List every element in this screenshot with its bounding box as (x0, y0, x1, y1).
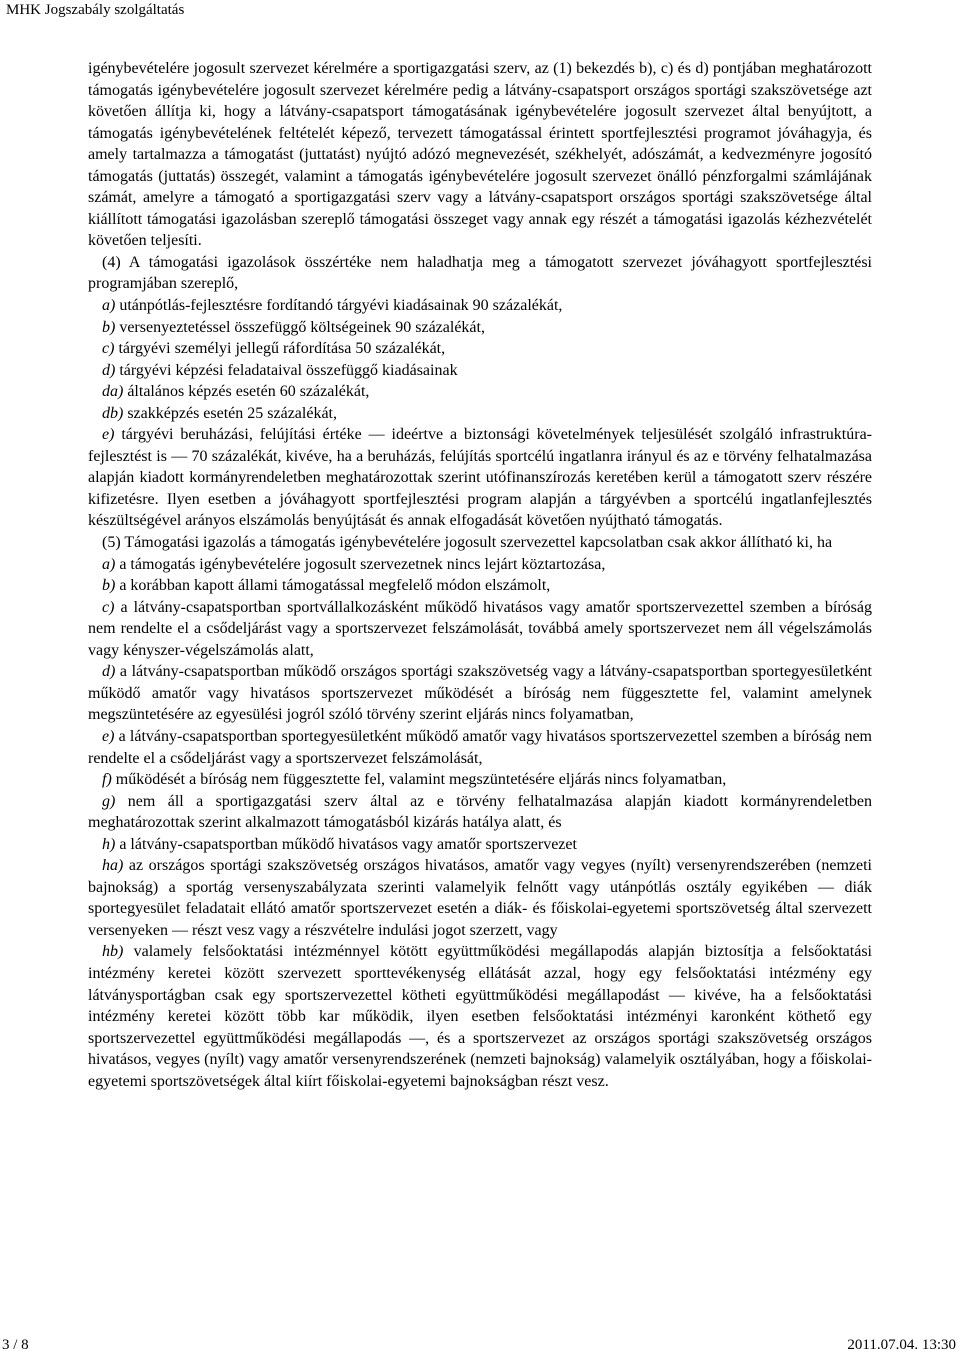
list-item-label: da) (102, 383, 124, 401)
list-item-label: d) (102, 663, 116, 681)
list-item-label: h) (102, 835, 116, 853)
list-item-label: f) (102, 771, 112, 789)
paragraph-text: versenyeztetéssel összefüggő költségeinek 90 százalékát, (119, 318, 485, 336)
list-item (88, 855, 872, 941)
list-item (88, 295, 872, 317)
paragraph-text: tárgyévi képzési feladataival összefüggő kiadásainak (119, 361, 458, 379)
paragraph-text: tárgyévi személyi jellegű ráfordítása 50 százalékát, (118, 340, 446, 358)
list-item-label: b) (102, 318, 116, 336)
list-item (88, 317, 872, 339)
paragraph (88, 532, 872, 554)
paragraph-text: a látvány-csapatsportban sportegyesületként működő amatőr vagy hivatásos sportszervezettel szemben a bíróság nem rendelte el a csődeljárást vagy a sportszervezet felszámolását, (88, 727, 872, 767)
list-item-label: c) (102, 598, 115, 616)
paragraph-text: az országos sportági szakszövetség országos hivatásos, amatőr vagy vegyes (nyílt) versenyrendszerében (nemzeti bajnokság) a sportág versenyszabályzata szerinti valamelyik felnőtt vagy utánpótlás osztály egyikében — diák sportegyesület feladatait ellátó amatőr sportszervezet esetén a diák- és főiskolai-egyetemi sportszövetség által szervezett versenyeken — részt vesz vagy a részvételre indulási jogot szerzett, vagy (88, 857, 872, 939)
paragraph-text: a látvány-csapatsportban sportvállalkozásként működő hivatásos vagy amatőr sportszervezettel szemben a bíróság nem rendelte el a csődeljárást vagy a sportszervezet felszámolását, továbbá amely sportszervezet nem áll végelszámolás vagy kényszer-végelszámolás alatt, (88, 598, 873, 659)
list-item-label: e) (102, 727, 115, 745)
list-item (88, 726, 872, 769)
list-item (88, 338, 872, 360)
list-item-label: db) (102, 404, 124, 422)
list-item (88, 381, 872, 403)
page-header-title: MHK Jogszabály szolgáltatás (6, 2, 185, 18)
paragraph-text: szakképzés esetén 25 százalékát, (127, 404, 337, 422)
list-item-label: a) (102, 555, 116, 573)
paragraph-text: működését a bíróság nem függesztette fel, valamint megszüntetésére eljárás nincs folyamatban, (115, 771, 727, 789)
paragraph (88, 252, 872, 295)
paragraph-text: a látvány-csapatsportban működő hivatásos vagy amatőr sportszervezet (119, 835, 577, 853)
paragraph-text: általános képzés esetén 60 százalékát, (127, 383, 370, 401)
paragraph-text: nem áll a sportigazgatási szerv által az e törvény felhatalmazása alapján kiadott kormányrendeletben meghatározottak szerint alkalmazott támogatásból kizárás hatálya alatt, és (88, 792, 873, 832)
list-item (88, 403, 872, 425)
list-item (88, 834, 872, 856)
list-item-label: ha) (102, 857, 124, 875)
list-item (88, 661, 872, 726)
list-item (88, 941, 872, 1092)
list-item-label: a) (102, 297, 116, 315)
list-item (88, 554, 872, 576)
list-item-label: d) (102, 361, 116, 379)
list-item (88, 424, 872, 532)
list-item-label: hb) (102, 943, 124, 961)
list-item (88, 575, 872, 597)
document-body (88, 58, 872, 1092)
paragraph-text: a támogatás igénybevételére jogosult szervezetnek nincs lejárt köztartozása, (119, 555, 606, 573)
paragraph-text: a látvány-csapatsportban működő országos sportági szakszövetség vagy a látvány-csapatsportban sportegyesületként működő amatőr vagy hivatásos sportszervezet működését a bíróság nem függesztette fel, valamint amelynek megszüntetésére az egyesülési jogról szóló törvény szerint eljárás nincs folyamatban, (88, 663, 872, 724)
list-item-label: b) (102, 577, 116, 595)
list-item (88, 360, 872, 382)
paragraph-text: (4) A támogatási igazolások összértéke nem haladhatja meg a támogatott szervezet jóváhagyott sportfejlesztési programjában szereplő, (88, 253, 872, 293)
paragraph-text: utánpótlás-fejlesztésre fordítandó tárgyévi kiadásainak 90 százalékát, (119, 297, 563, 315)
paragraph-text: igénybevételére jogosult szervezet kérelmére a sportigazgatási szerv, az (1) bekezdés b), c) és d) pontjában meghatározott támogatás igénybevételére jogosult szervezet kérelmére pedig a látvány-csapatsport országos sportági szakszövetsége azt követően állítja ki, hogy a látvány-csapatsport támogatásának igénybevételére jogosult szervezet által benyújtott, a támogatás igénybevételének feltételét képező, tervezett támogatással érintett sportfejlesztési programot jóváhagyja, és amely tartalmazza a támogatást (juttatást) nyújtó adózó megnevezését, székhelyét, adószámát, a kedvezményre jogosító támogatás (juttatás) összegét, valamint a támogatás igénybevételére jogosult szervezet önálló pénzforgalmi számlájának számát, amelyre a támogató a sportigazgatási szerv vagy a látvány-csapatsport országos sportági szakszövetsége által kiállított támogatási igazolásban szereplő támogatási összeget vagy annak egy részét a támogatási igazolás kézhezvételét követően teljesíti. (88, 60, 872, 250)
page-timestamp: 2011.07.04. 13:30 (847, 1337, 956, 1353)
paragraph (88, 58, 872, 252)
paragraph-text: a korábban kapott állami támogatással megfelelő módon elszámolt, (119, 577, 551, 595)
list-item-label: c) (102, 340, 115, 358)
paragraph-text: (5) Támogatási igazolás a támogatás igénybevételére jogosult szervezettel kapcsolatban csak akkor állítható ki, ha (102, 534, 833, 552)
list-item-label: g) (102, 792, 116, 810)
paragraph-text: tárgyévi beruházási, felújítási értéke — ideértve a biztonsági követelmények teljesülését szolgáló infrastruktúra-fejlesztést is — 70 százalékát, kivéve, ha a beruházás, felújítás sportcélú ingatlanra irányul és az e törvény felhatalmazása alapján kiadott kormányrendeletben meghatározottak szerint utófinanszírozás keretében kerül a támogatott szerv részére kifizetésre. Ilyen esetben a jóváhagyott sportfejlesztési program alapján a tárgyévben a sportcélú ingatlanfejlesztés készültségével arányos elszámolás benyújtását és annak elfogadását követően nyújtható támogatás. (88, 426, 873, 530)
list-item-label: e) (102, 426, 115, 444)
list-item (88, 791, 872, 834)
page-number: 3 / 8 (2, 1337, 29, 1353)
list-item (88, 597, 872, 662)
paragraph-text: valamely felsőoktatási intézménnyel kötött együttműködési megállapodás alapján biztosítja a felsőoktatási intézmény keretei között szervezett sporttevékenység ellátását azzal, hogy egy felsőoktatási intézmény egy látványsportágban csak egy sportszervezettel kötheti együttműködési megállapodást — kivéve, ha a felsőoktatási intézmény keretei között több kar működik, ilyen esetben felsőoktatási intézményi karonként köthető egy sportszervezettel együttműködési megállapodás —, és a sportszervezet az országos sportági szakszövetség országos hivatásos, vegyes (nyílt) vagy amatőr versenyrendszerének (nemzeti bajnokság) valamelyik osztályában, hogy a főiskolai-egyetemi sportszövetségek által kiírt főiskolai-egyetemi bajnokságban részt vesz. (88, 943, 873, 1090)
list-item (88, 769, 872, 791)
